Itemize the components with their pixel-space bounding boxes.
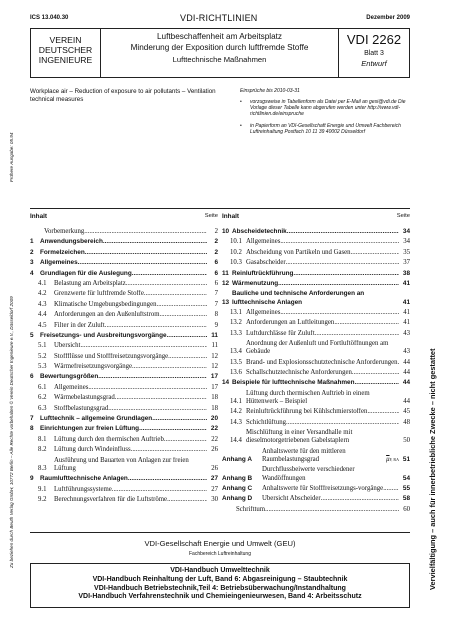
right-margin-note [426, 190, 442, 590]
toc-title: Inhalt [30, 213, 48, 220]
toc-entry-title: Luftdurchlässe für Zuluft [246, 329, 315, 337]
toc-dot-leader [157, 301, 207, 309]
toc-dot-leader [108, 405, 207, 413]
toc-entry-number: 4.3 [38, 300, 47, 308]
toc-entry [222, 228, 410, 236]
toc-entry-title: Freisetzungs- und Ausbreitungsvorgänge [40, 331, 167, 339]
toc-entry-number: 5 [30, 331, 34, 339]
toc-page-label: Seite [396, 213, 410, 219]
toc-entry [30, 290, 218, 298]
toc-entry [30, 332, 218, 340]
toc-entry [222, 309, 410, 317]
toc-entry-number: Anhang A [222, 456, 252, 464]
toc-entry-page: 27 [211, 485, 218, 493]
toc-entry-page: 26 [211, 446, 218, 454]
handbook-line: VDI-Handbuch Reinhaltung der Luft, Band 6: Abgasreinigung – Staubtechnik [92, 575, 348, 583]
toc-entry-number: 8.2 [38, 446, 47, 454]
toc-entry-page: 17 [210, 373, 218, 381]
toc-title: Inhalt [222, 213, 240, 220]
toc-entry [30, 249, 218, 257]
title-line-1: Luftbeschaffenheit am Arbeitsplatz [156, 32, 282, 41]
toc-dot-leader [115, 394, 207, 402]
toc-entry-title: Wärmebelastungsgrad [54, 394, 115, 402]
toc-entry-page: 18 [211, 394, 218, 402]
toc-dot-leader [85, 249, 207, 257]
toc-entry [222, 340, 410, 356]
toc-entry [222, 485, 410, 493]
toc-dot-leader [355, 379, 399, 387]
toc-entry [30, 425, 218, 433]
toc-entry [222, 390, 410, 406]
toc-entry-title: Lüftung durch den thermischen Auftrieb [54, 435, 164, 443]
toc-dot-leader [80, 342, 207, 350]
toc-entry [222, 448, 410, 464]
copyright-note: Zu beziehen durch Beuth Verlag GmbH, 10772 Berlin – Alle Rechte vorbehalten © Verein Deutscher Ingenieure e.V., Düsseldorf 2009 [9, 296, 14, 568]
toc-dot-leader [265, 506, 399, 514]
toc-entry-page: 41 [402, 298, 410, 306]
toc-entry-title: Allgemeines [246, 308, 281, 316]
toc-entry-page: 26 [211, 464, 218, 472]
toc-entry-title: Lüftung durch thermischen Auftrieb in einem Hüttenwerk – Beispiel [246, 389, 370, 406]
objection-paper-note: • in Papierform an VDI-Gesellschaft Energie und Umwelt Fachbereich Luftreinhaltung Postfach 10 11 39 40002 Düsseldorf [240, 123, 412, 135]
toc-entry-title: Abscheidetechnik [232, 228, 287, 235]
toc-entry-title: Vorbemerkung [44, 228, 85, 235]
toc-entry-number: 13.6 [230, 369, 242, 377]
toc-entry [222, 359, 410, 367]
toc-entry [30, 457, 218, 473]
toc-entry-page: 58 [402, 495, 410, 503]
objection-deadline: Einsprüche bis 2010-03-31 [240, 88, 300, 94]
toc-entry-title: Lufttechnik – allgemeine Grundlagen [40, 415, 153, 423]
toc-entry-title: Anordnung der Außenluft und Fortluftöffnungen am Gebäude [246, 340, 389, 356]
issue-date: Dezember 2009 [366, 15, 410, 21]
toc-entry-number: 10 [222, 228, 230, 235]
toc-entry [30, 301, 218, 309]
toc-dot-leader [293, 270, 399, 278]
toc-entry [30, 228, 218, 236]
toc-entry-number: 13.4 [230, 348, 242, 356]
toc-dot-leader [128, 475, 207, 483]
toc-entry-page: 17 [211, 383, 218, 391]
toc-entry-title: Berechnungsverfahren für die Luftströme [54, 495, 168, 503]
toc-entry-title: Schallschutztechnische Anforderungen [246, 369, 352, 377]
toc-entry-page: 45 [403, 408, 410, 416]
toc-entry-title: Anhaltswerte für den mittleren Raumbelastungsgrad [262, 447, 346, 464]
toc-entry-title: Grenzwerte für luftfremde Stoffe [54, 290, 144, 298]
toc-entry-number: 4.4 [38, 311, 47, 319]
toc-entry [30, 259, 218, 267]
toc-entry-number: 8 [30, 425, 34, 433]
toc-entry-title: Formelzeichen [40, 248, 85, 256]
toc-entry-number: 4 [30, 269, 34, 277]
toc-entry [222, 259, 410, 267]
toc-entry [222, 290, 410, 306]
toc-entry-page: 43 [403, 329, 410, 337]
ics-code: ICS 13.040.30 [30, 15, 69, 21]
toc-entry-number: 9.2 [38, 495, 47, 503]
toc-entry-symbol: $\overline{\mu}$ [386, 456, 390, 464]
toc-header [222, 213, 410, 220]
toc-entry-page: 20 [210, 415, 218, 423]
toc-entry-page: 22 [211, 435, 218, 443]
toc-entry-page: 6 [214, 269, 218, 277]
toc-entry-number: 6.3 [38, 404, 47, 412]
toc-entry-number: 13 [222, 298, 230, 306]
toc-entry-number: 13.1 [230, 308, 242, 316]
toc-entry-page: 22 [210, 425, 218, 433]
divider-bottom [30, 532, 410, 533]
toc-dot-leader [105, 322, 207, 330]
toc-entry-title: Anhaltswerte für Stofffreisetzungs-vorgänge [262, 485, 384, 493]
toc-entry-title: Reinluftrückführung [232, 269, 294, 277]
toc-entry [30, 363, 218, 371]
toc-entry [222, 330, 410, 338]
toc-entry [30, 394, 218, 402]
toc-dot-leader [103, 238, 207, 246]
toc-entry-number: 5.1 [38, 342, 47, 350]
toc-entry [222, 238, 410, 246]
toc-entry-page: 12 [211, 363, 218, 371]
toc-entry-title: Bewertungsgrößen [40, 373, 99, 381]
toc-entry-page: 2 [214, 238, 218, 246]
toc-entry-title: Beispiele für lufttechnische Maßnahmen [232, 379, 355, 387]
toc-dot-leader [287, 228, 399, 236]
toc-dot-leader [367, 408, 399, 416]
toc-dot-leader [78, 259, 207, 267]
toc-entry-page: 60 [403, 505, 410, 513]
toc-entry [30, 496, 218, 504]
toc-entry-title: Lüftung durch Windeinfluss [54, 446, 131, 454]
toc-dot-leader [131, 446, 207, 454]
toc-entry [222, 369, 410, 377]
toc-entry-title: Grundlagen für die Auslegung [40, 269, 132, 277]
sheet-number: Blatt 3 [364, 50, 384, 57]
toc-entry-number: 4.5 [38, 321, 47, 329]
org-line: DEUTSCHER [38, 45, 93, 55]
toc-entry-title: Stoffflüsse und Stofffreisetzungsvorgänge [54, 352, 169, 360]
toc-entry-title: Übersicht Abscheider [262, 495, 321, 503]
toc-dot-leader [132, 270, 207, 278]
toc-entry-page: 54 [402, 474, 410, 482]
toc-entry [30, 342, 218, 350]
left-margin-notes [1, 90, 17, 580]
draft-status: Entwurf [361, 59, 387, 68]
toc-entry-title: Allgemeines [246, 238, 281, 246]
toc-entry [30, 280, 218, 288]
toc-entry-page: 2 [214, 248, 218, 256]
toc-entry [222, 379, 410, 387]
publisher-department: Fachbereich Luftreinhaltung [189, 551, 251, 557]
toc-entry-title: Anforderungen an Luftleitungen [246, 319, 335, 327]
toc-entry-title: Luftführungssysteme [54, 485, 112, 493]
toc-entry-page: 41 [403, 308, 410, 316]
toc-entry-number: 4.1 [38, 279, 47, 287]
toc-entry-number: 13.3 [230, 329, 242, 337]
toc-entry-number: 2 [30, 248, 34, 256]
toc-entry-title: Ausführung und Bauarten von Anlagen zur freien Lüftung [54, 456, 189, 472]
toc-entry-title: Filter in der Zuluft [54, 321, 105, 329]
toc-entry-number: 14.3 [230, 418, 242, 426]
toc-entry-page: 18 [211, 404, 218, 412]
toc-entry [30, 238, 218, 246]
toc-dot-leader [280, 309, 399, 317]
toc-entry-title: Allgemeines [54, 383, 89, 391]
toc-entry-symbol-subscript: F, RA [389, 457, 399, 463]
toc-entry [222, 319, 410, 327]
toc-dot-leader [152, 415, 207, 423]
toc-dot-leader [280, 238, 399, 246]
toc-entry [30, 311, 218, 319]
publisher-block [30, 539, 410, 557]
handbook-line: VDI-Handbuch Umwelttechnik [170, 567, 270, 574]
toc-entry [30, 446, 218, 454]
toc-entry-page: 30 [211, 495, 218, 503]
toc-entry-title: Schichtlüftung [246, 418, 287, 426]
toc-entry-number: 10.1 [230, 238, 242, 246]
org-line: INGENIEURE [38, 55, 93, 65]
toc-entry [30, 436, 218, 444]
toc-entry-page: 37 [403, 259, 410, 267]
toc-dot-leader [112, 486, 207, 494]
toc-dot-leader [84, 228, 207, 236]
toc-entry-title: Klimatische Umgebungsbedingungen [54, 300, 157, 308]
organization-name [31, 29, 101, 77]
toc-entry [222, 506, 410, 514]
toc-entry-page: 48 [403, 418, 410, 426]
toc-entry-page: 41 [402, 279, 410, 287]
toc-entry-title: Gasabscheider [246, 259, 286, 267]
toc-entry [30, 415, 218, 423]
toc-entry [30, 486, 218, 494]
toc-entry [30, 270, 218, 278]
toc-entry-number: Anhang B [222, 474, 253, 482]
toc-entry-page: 2 [214, 228, 218, 235]
toc-entry-title: Schrifttum [236, 505, 266, 513]
toc-entry-page: 50 [403, 437, 410, 445]
toc-dot-leader [334, 319, 399, 327]
toc-entry [222, 270, 410, 278]
handbook-line: VDI-Handbuch Betriebstechnik,Teil 4: Betriebsüberwachung/Instandhaltung [94, 584, 346, 592]
toc-entry-number: 14.4 [230, 437, 242, 445]
toc-entry [222, 429, 410, 445]
toc-right-column [222, 213, 410, 516]
toc-entry-page: 6 [214, 259, 218, 267]
toc-left-column [30, 213, 218, 506]
toc-entry-title: Allgemeines [40, 259, 78, 267]
toc-dot-leader [286, 259, 399, 267]
toc-entry-title: Wärmenutzung [232, 279, 279, 287]
toc-entry-page: 34 [403, 238, 410, 246]
objection-email-note: • vorzugsweise in Tabellenform als Datei per E-Mail an gesi@vdi.de Die Vorlage dieser Tabelle kann abgerufen werden unter http://www.vdi-richtlinien.de/einspruche [240, 99, 412, 117]
toc-entry-page: 44 [403, 369, 410, 377]
toc-entry-number: 8.3 [38, 464, 47, 472]
handbook-line: VDI-Handbuch Verfahrenstechnik und Chemieingenieurwesen, Band 4: Arbeitsschutz [78, 593, 362, 601]
toc-entry-title: Brand- und Explosionsschutztechnische Anforderungen [246, 358, 398, 366]
toc-entry-number: 1 [30, 238, 34, 246]
toc-entry-page: 8 [214, 311, 218, 319]
title-box [30, 28, 410, 78]
toc-entry-title: Anwendungsbereich [40, 238, 103, 246]
toc-entry-title: Mischlüftung in einer Versandhalle mit dieselmotorgetriebenen Gabelstaplern [246, 429, 353, 445]
document-title [101, 29, 339, 77]
objection-notes [240, 88, 412, 141]
toc-entry-title: Wärmefreisetzungsvorgänge [54, 363, 133, 371]
toc-entry [222, 419, 410, 427]
toc-dot-leader [398, 359, 399, 367]
toc-entry [30, 384, 218, 392]
toc-entry-page: 34 [402, 228, 410, 235]
toc-header [30, 213, 218, 220]
toc-entry-number: 6.2 [38, 394, 47, 402]
toc-entry-page: 7 [214, 290, 218, 298]
toc-entry-number: 6.1 [38, 383, 47, 391]
toc-entry-title: Einrichtungen zur freien Lüftung [40, 425, 140, 433]
divider-top [30, 208, 410, 209]
standard-number: VDI 2262 [346, 32, 402, 47]
toc-entry-page: 41 [403, 319, 410, 327]
toc-entry-title: Bauliche und technische Anforderungen an lufttechnische Anlagen [232, 290, 365, 306]
toc-entry-number: 13.2 [230, 319, 242, 327]
toc-entry-page: 12 [211, 352, 218, 360]
toc-entry-number: 10.2 [230, 248, 242, 256]
toc-entry-number: 14 [222, 379, 230, 387]
title-line-3: Lufttechnische Maßnahmen [172, 55, 267, 64]
toc-entry-page: 51 [402, 456, 410, 464]
toc-entry-page: 6 [214, 279, 218, 287]
toc-dot-leader [126, 280, 207, 288]
toc-dot-leader [168, 353, 207, 361]
series-title: VDI-RICHTLINIEN [180, 13, 258, 23]
toc-entry-title: Abscheidung von Partikeln und Gasen [246, 248, 351, 256]
toc-entry [222, 495, 410, 503]
toc-entry-number: 10.3 [230, 259, 242, 267]
org-line: VEREIN [49, 35, 82, 45]
toc-entry [222, 466, 410, 482]
publisher-name: VDI-Gesellschaft Energie und Umwelt (GEU) [144, 539, 296, 548]
toc-dot-leader [383, 485, 399, 493]
toc-entry-page: 38 [402, 269, 410, 277]
toc-dot-leader [286, 419, 399, 427]
toc-entry-title: Übersicht [54, 342, 81, 350]
english-title: Workplace air – Reduction of exposure to air pollutants – Ventilation technical measures [30, 88, 216, 103]
toc-dot-leader [278, 280, 399, 288]
toc-entry-title: Belastung am Arbeitsplatz [54, 279, 126, 287]
toc-entry-number: 14.1 [230, 398, 242, 406]
toc-dot-leader [167, 496, 207, 504]
top-bar [30, 13, 410, 24]
toc-entry [30, 353, 218, 361]
toc-entry [30, 475, 218, 483]
toc-entry-page: 43 [403, 348, 410, 356]
toc-entry-page: 44 [402, 379, 410, 387]
toc-entry-page: 44 [403, 398, 410, 406]
toc-dot-leader [132, 363, 207, 371]
toc-entry [30, 405, 218, 413]
toc-entry-number: 12 [222, 279, 230, 287]
toc-entry-page: 44 [403, 358, 410, 366]
toc-entry-page: 9 [214, 321, 218, 329]
toc-entry-number: 3 [30, 259, 34, 267]
toc-entry [30, 322, 218, 330]
toc-entry-number: 7 [30, 415, 34, 423]
toc-entry-number: Anhang D [222, 495, 253, 503]
toc-dot-leader [160, 311, 207, 319]
standard-number-box [339, 29, 409, 77]
toc-page-label: Seite [204, 213, 218, 219]
toc-entry-number: 5.3 [38, 363, 47, 371]
previous-edition-note: Frühere Ausgabe: 05.94 [9, 132, 14, 182]
toc-entry [222, 280, 410, 288]
toc-entry-title: Reinluftrückführung bei Kühlschmierstoffen [246, 408, 368, 416]
toc-entry-page: 35 [403, 248, 410, 256]
toc-dot-leader [139, 425, 207, 433]
toc-dot-leader [352, 369, 399, 377]
toc-entry-page: 27 [210, 475, 218, 483]
toc-entry-number: 4.2 [38, 290, 47, 298]
toc-entry-number: 14.2 [230, 408, 242, 416]
toc-entry-page: 55 [402, 485, 410, 493]
toc-dot-leader [315, 330, 399, 338]
title-line-2: Minderung der Exposition durch luftfremde Stoffe [130, 42, 309, 52]
toc-entry-title: Raumlufttechnische Anlagen [40, 475, 128, 483]
toc-dot-leader [167, 332, 207, 340]
toc-entry [222, 408, 410, 416]
toc-entry-number: 5.2 [38, 352, 47, 360]
toc-entry-number: 6 [30, 373, 34, 381]
toc-entry-number: 11 [222, 269, 229, 277]
reproduction-note: Vervielfältigung – auch für innerbetriebliche Zwecke – nicht gestattet [428, 348, 437, 590]
toc-dot-leader [88, 384, 207, 392]
toc-dot-leader [98, 373, 207, 381]
toc-entry-number: 8.1 [38, 435, 47, 443]
handbook-box [30, 563, 410, 608]
toc-dot-leader [144, 290, 207, 298]
toc-entry-title: Stoffbelastungsgrad [54, 404, 109, 412]
toc-entry-page: 11 [211, 331, 218, 339]
toc-entry-number: 9.1 [38, 485, 47, 493]
toc-entry-page: 7 [214, 300, 218, 308]
toc-entry-number: 13.5 [230, 358, 242, 366]
toc-entry-title: Anforderungen an den Außenluftstrom [54, 311, 160, 319]
toc-entry [222, 249, 410, 257]
toc-entry-title: Durchflussbeiwerte verschiedener Wandöffnungen [262, 466, 355, 482]
toc-entry-number: Anhang C [222, 485, 253, 493]
toc-entry-page: 11 [211, 342, 218, 350]
toc-dot-leader [351, 249, 399, 257]
toc-dot-leader [321, 495, 399, 503]
toc-dot-leader [164, 436, 207, 444]
toc-entry [30, 373, 218, 381]
toc-entry-number: 9 [30, 475, 34, 483]
